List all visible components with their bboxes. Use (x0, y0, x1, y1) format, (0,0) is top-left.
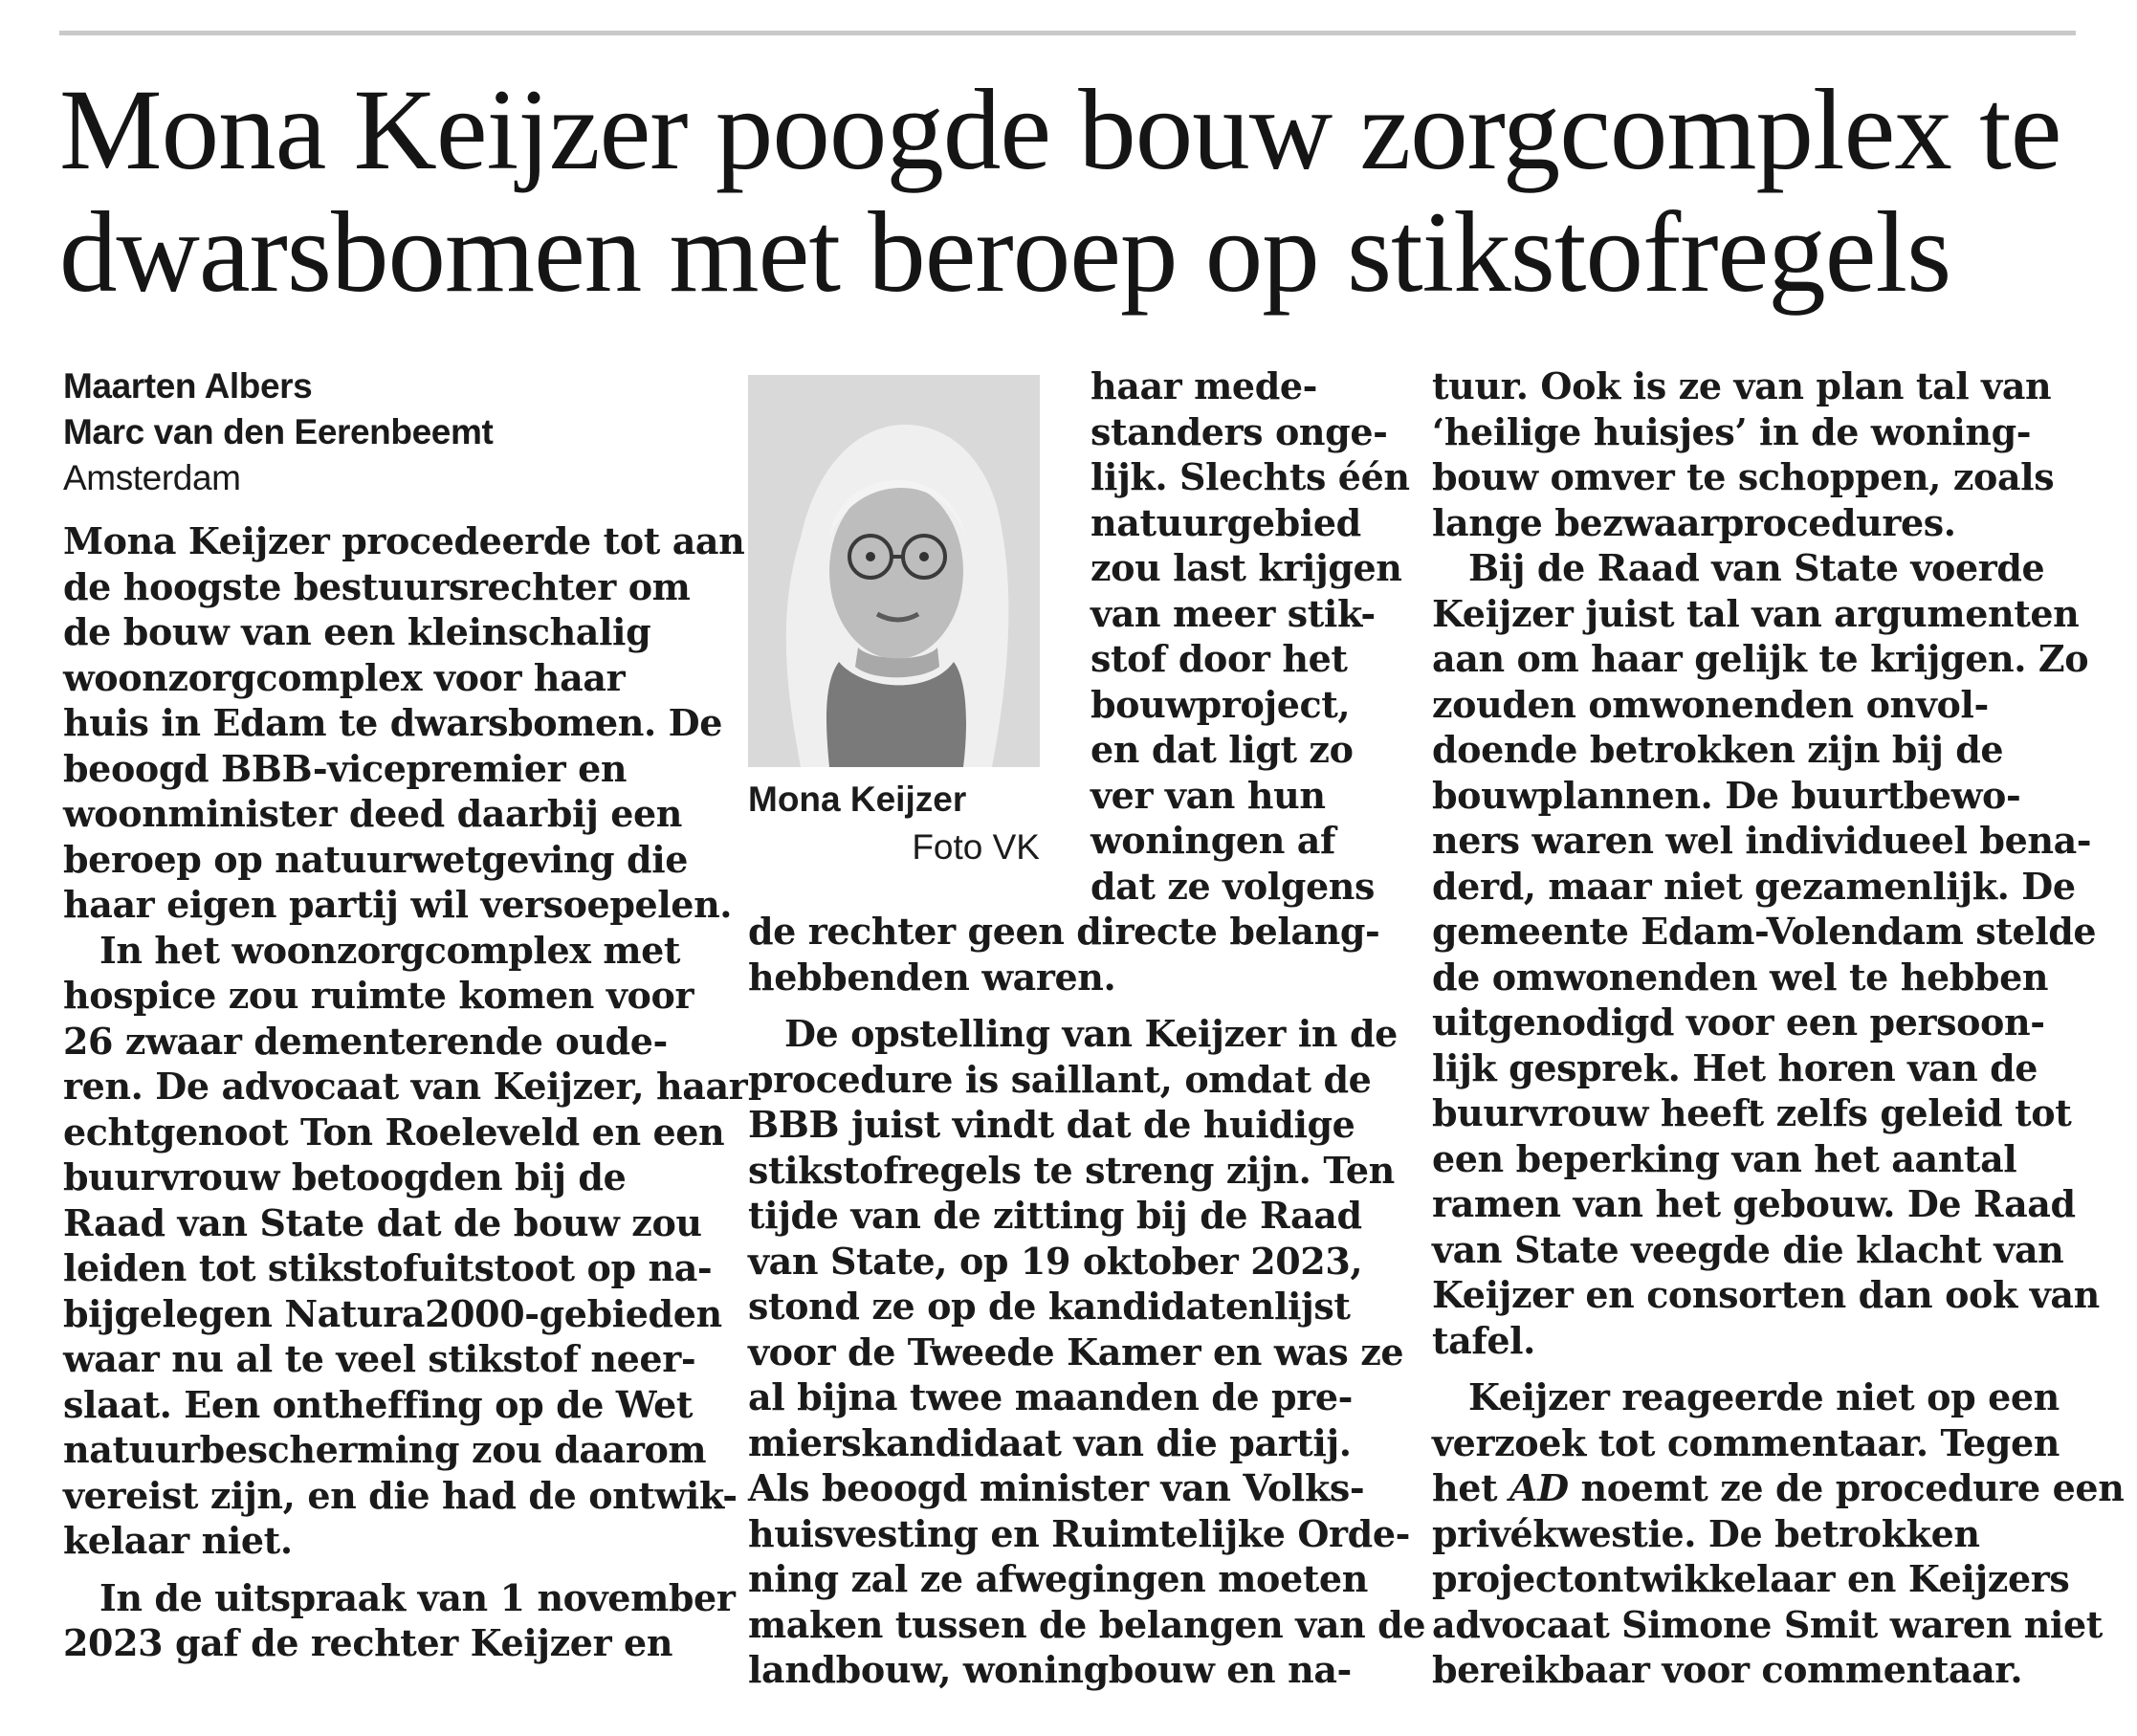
article-line: Keijzer juist tal van argumenten (1432, 591, 2080, 635)
article-line: voor de Tweede Kamer en was ze (748, 1329, 1404, 1373)
article-line: bereikbaar voor commentaar. (1432, 1648, 2023, 1691)
article-line: woningen af (1091, 819, 1335, 862)
article-line: bouwproject, (1091, 682, 1351, 726)
article-line: tuur. Ook is ze van plan tal van (1432, 364, 2052, 407)
article-line: projectontwikkelaar en Keijzers (1432, 1557, 2070, 1600)
article-line: Bij de Raad van State voerde (1468, 546, 2045, 589)
article-column-1 (63, 363, 748, 1666)
article-line: ning zal ze afwegingen moeten (748, 1557, 1368, 1600)
article-line: In het woonzorgcomplex met (99, 928, 681, 972)
article-line: 26 zwaar dementerende oude- (63, 1019, 668, 1063)
article-line: en dat ligt zo (1091, 728, 1354, 771)
article-line: de bouw van een kleinschalig (63, 610, 651, 653)
newspaper-name: AD (1509, 1466, 1569, 1509)
article-line: zou last krijgen (1091, 546, 1402, 589)
article-line: ‘heilige huisjes’ in de woning- (1432, 409, 2032, 453)
article-line: bouwplannen. De buurtbewo- (1432, 773, 2021, 817)
headline (59, 66, 2097, 317)
article-line: stond ze op de kandidatenlijst (748, 1285, 1351, 1328)
article-line: verzoek tot commentaar. Tegen (1432, 1420, 2060, 1464)
article-line: ver van hun (1091, 773, 1326, 817)
article-line: hospice zou ruimte komen voor (63, 974, 694, 1017)
article-line: tijde van de zitting bij de Raad (748, 1194, 1362, 1237)
headline-line-1: Mona Keijzer poogde bouw zorgcomplex te (59, 66, 2061, 194)
article-line: stof door het (1091, 637, 1348, 680)
article-line: Keijzer reageerde niet op een (1468, 1375, 2060, 1418)
article-line: woonzorgcomplex voor haar (63, 655, 626, 699)
photo-credit: Foto VK (912, 827, 1040, 867)
article-line: ners waren wel individueel bena- (1432, 819, 2092, 862)
article-line: hebbenden waren. (748, 955, 1116, 999)
article-line: beroep op natuurwetgeving die (63, 837, 689, 881)
article-line: ramen van het gebouw. De Raad (1432, 1182, 2076, 1225)
article-line: gemeente Edam-Volendam stelde (1432, 910, 2097, 953)
column-1-body (63, 518, 748, 1666)
article-line: buurvrouw betoogden bij de (63, 1155, 627, 1198)
article-line: haar eigen partij wil versoepelen. (63, 883, 733, 926)
article-line: haar mede- (1091, 364, 1318, 407)
article-line: privékwestie. De betrokken (1432, 1511, 1980, 1555)
article-line: van State, op 19 oktober 2023, (748, 1239, 1363, 1283)
column-3-body (1432, 363, 2102, 1465)
article-line: de hoogste bestuursrechter om (63, 564, 691, 608)
article-line: natuurbescherming zou daarom (63, 1428, 707, 1471)
article-line: Mona Keijzer procedeerde tot aan (63, 519, 745, 562)
article-line: van State veegde die klacht van (1432, 1227, 2064, 1271)
article-line: van meer stik- (1091, 591, 1376, 635)
article-line: ren. De advocaat van Keijzer, haar (63, 1065, 748, 1108)
byline-location: Amsterdam (63, 458, 241, 497)
article-line: mierskandidaat van die partij. (748, 1420, 1352, 1464)
article-line: buurvrouw heeft zelfs geleid tot (1432, 1091, 2072, 1134)
article-line: Keijzer en consorten dan ook van (1432, 1273, 2100, 1316)
article-line: leiden tot stikstofuitstoot op na- (63, 1246, 713, 1289)
article-line: huisvesting en Ruimtelijke Orde- (748, 1511, 1410, 1555)
article-line: lijk gesprek. Het horen van de (1432, 1045, 2038, 1089)
article-line: aan om haar gelijk te krijgen. Zo (1432, 637, 2089, 680)
article-line: waar nu al te veel stikstof neer- (63, 1337, 696, 1380)
article-line: lijk. Slechts één (1091, 455, 1410, 498)
article-line: echtgenoot Ton Roeleveld en een (63, 1110, 725, 1154)
article-line: beoogd BBB-vicepremier en (63, 746, 628, 790)
article-line: bouw omver te schoppen, zoals (1432, 455, 2055, 498)
article-line: derd, maar niet gezamenlijk. De (1432, 864, 2076, 908)
article-line: dat ze volgens (1091, 864, 1375, 908)
article-line: advocaat Simone Smit waren niet (1432, 1602, 2103, 1646)
headline-line-2: dwarsbomen met beroep op stikstofregels (59, 188, 1951, 317)
article-line: de omwonenden wel te hebben (1432, 955, 2049, 999)
top-rule (59, 31, 2076, 35)
article-line: 2023 gaf de rechter Keijzer en (63, 1621, 673, 1664)
byline-author-1: Maarten Albers (63, 366, 313, 406)
byline-author-2: Marc van den Eerenbeemt (63, 412, 494, 451)
article-line: uitgenodigd voor een persoon- (1432, 1000, 2045, 1044)
article-line: doende betrokken zijn bij de (1432, 728, 2004, 771)
article-line: huis in Edam te dwarsbomen. De (63, 701, 722, 744)
article-line: lange bezwaarprocedures. (1432, 500, 1956, 544)
article-line: al bijna twee maanden de pre- (748, 1375, 1353, 1418)
portrait-image (748, 375, 1040, 767)
article-line: een beperking van het aantal (1432, 1136, 2017, 1180)
article-line: bijgelegen Natura2000-gebieden (63, 1291, 722, 1335)
article-line: procedure is saillant, omdat de (748, 1057, 1372, 1101)
author-photo (748, 375, 1040, 767)
article-line: Als beoogd minister van Volks- (748, 1466, 1365, 1509)
article-line: slaat. Een ontheffing op de Wet (63, 1382, 693, 1426)
article-line: BBB juist vindt dat de huidige (748, 1103, 1355, 1146)
article-column-2-top (1091, 363, 1416, 909)
article-line: De opstelling van Keijzer in de (784, 1012, 1398, 1055)
article-line: stikstofregels te streng zijn. Ten (748, 1148, 1395, 1192)
article-line: standers onge- (1091, 409, 1388, 453)
article-line: zouden omwonenden onvol- (1432, 682, 1989, 726)
article-line: woonminister deed daarbij een (63, 792, 683, 835)
column-3-end (1432, 1511, 2102, 1693)
article-column-3 (1432, 363, 2125, 1693)
article-column-2-bottom (748, 909, 1426, 1693)
article-line: Raad van State dat de bouw zou (63, 1200, 702, 1244)
photo-caption-name: Mona Keijzer (748, 780, 967, 819)
article-line: vereist zijn, en die had de ontwik- (63, 1473, 738, 1517)
article-line: kelaar niet. (63, 1519, 293, 1562)
article-line: tafel. (1432, 1318, 1535, 1362)
article-line: landbouw, woningbouw en na- (748, 1648, 1352, 1691)
article-line: maken tussen de belangen van de (748, 1602, 1426, 1646)
article-line: de rechter geen directe belang- (748, 910, 1380, 953)
article-line: In de uitspraak van 1 november (99, 1575, 736, 1619)
article-line: natuurgebied (1091, 500, 1361, 544)
article-line: het AD noemt ze de procedure een (1432, 1466, 2125, 1509)
